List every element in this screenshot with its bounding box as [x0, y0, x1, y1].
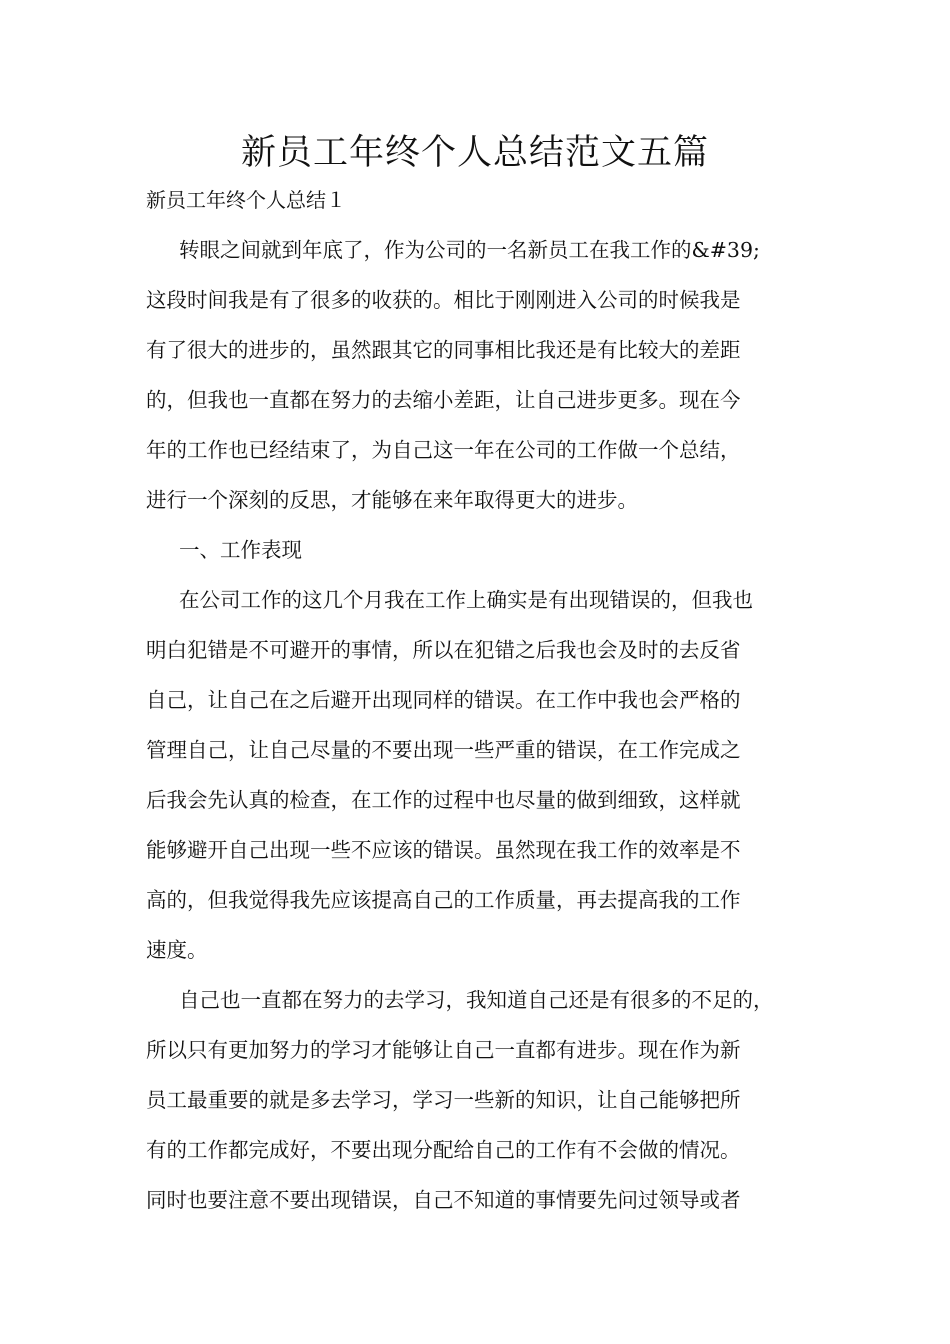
paragraph-line: 管理自己，让自己尽量的不要出现一些严重的错误，在工作完成之: [146, 738, 741, 762]
paragraph-line: 所以只有更加努力的学习才能够让自己一直都有进步。现在作为新: [146, 1038, 741, 1062]
paragraph-line: 有的工作都完成好，不要出现分配给自己的工作有不会做的情况。: [146, 1138, 741, 1162]
paragraph-line: 在公司工作的这几个月我在工作上确实是有出现错误的，但我也: [179, 588, 753, 612]
paragraph-line: 员工最重要的就是多去学习，学习一些新的知识，让自己能够把所: [146, 1088, 741, 1112]
section-heading: 一、工作表现: [179, 538, 302, 562]
paragraph-line: 同时也要注意不要出现错误，自己不知道的事情要先问过领导或者: [146, 1188, 741, 1212]
paragraph-line: 有了很大的进步的，虽然跟其它的同事相比我还是有比较大的差距: [146, 338, 741, 362]
paragraph-line: 自己，让自己在之后避开出现同样的错误。在工作中我也会严格的: [146, 688, 741, 712]
paragraph-line: 高的，但我觉得我先应该提高自己的工作质量，再去提高我的工作: [146, 888, 741, 912]
paragraph-line: 进行一个深刻的反思，才能够在来年取得更大的进步。: [146, 488, 638, 512]
section-subtitle: 新员工年终个人总结１: [146, 188, 346, 212]
paragraph-line: 这段时间我是有了很多的收获的。相比于刚刚进入公司的时候我是: [146, 288, 741, 312]
paragraph-line: 后我会先认真的检查，在工作的过程中也尽量的做到细致，这样就: [146, 788, 741, 812]
paragraph-line: 自己也一直都在努力的去学习，我知道自己还是有很多的不足的，: [179, 988, 774, 1012]
document-body: [146, 235, 806, 1235]
paragraph-line: 速度。: [146, 938, 208, 962]
paragraph-line: 的，但我也一直都在努力的去缩小差距，让自己进步更多。现在今: [146, 388, 741, 412]
document-title: 新员工年终个人总结范文五篇: [240, 133, 709, 173]
paragraph-line: 能够避开自己出现一些不应该的错误。虽然现在我工作的效率是不: [146, 838, 741, 862]
paragraph-line: 转眼之间就到年底了，作为公司的一名新员工在我工作的&#39;: [179, 238, 760, 262]
paragraph-line: 明白犯错是不可避开的事情，所以在犯错之后我也会及时的去反省: [146, 638, 741, 662]
paragraph-line: 年的工作也已经结束了，为自己这一年在公司的工作做一个总结，: [146, 438, 741, 462]
